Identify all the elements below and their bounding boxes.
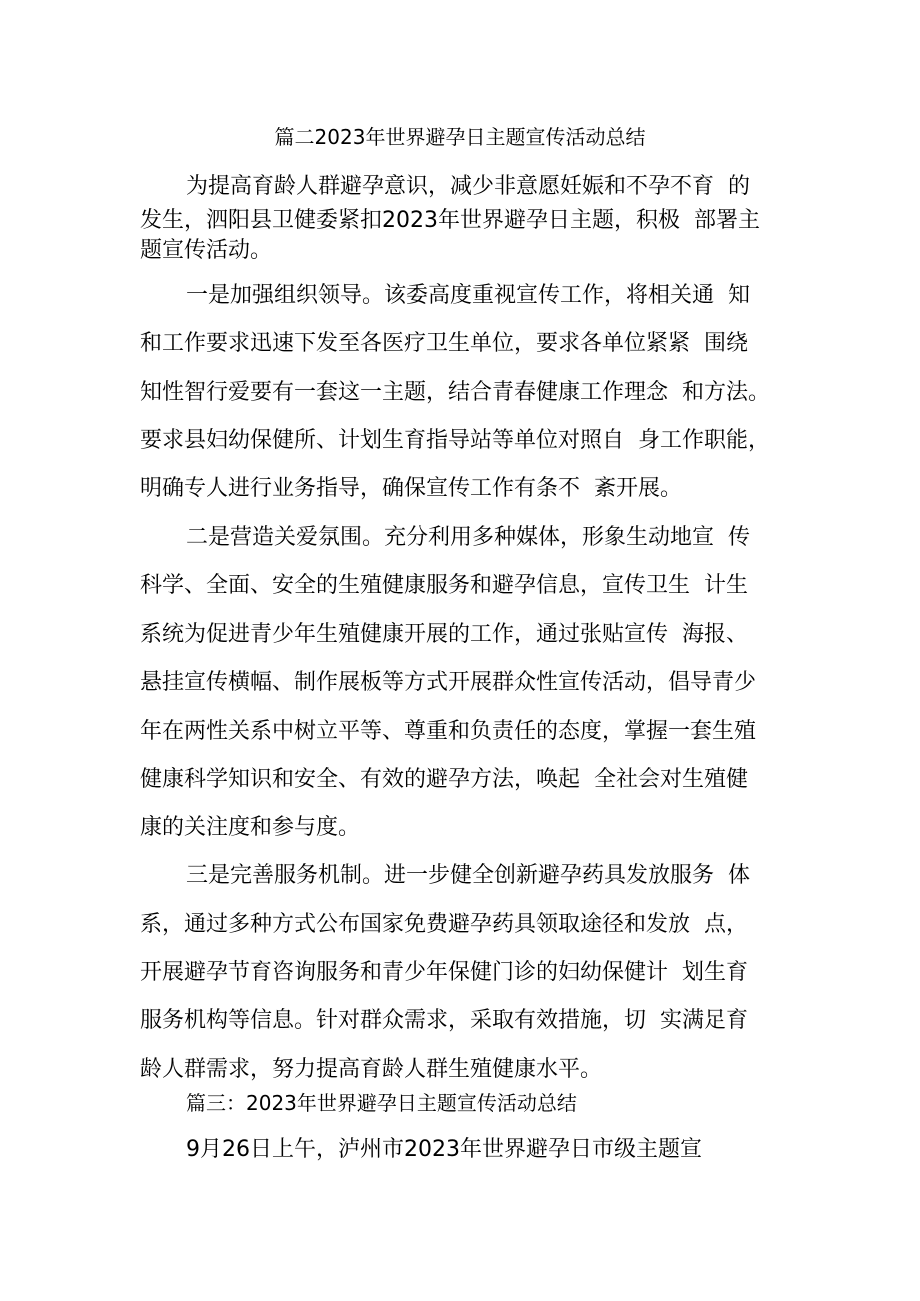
- text-line: 明确专人进行业务指导，确保宣传工作有条不 紊开展。: [140, 476, 682, 501]
- text-line: 知性智行爱要有一套这一主题，结合青春健康工作理念 和方法。: [140, 380, 770, 405]
- text-line: 龄人群需求，努力提高育龄人群生殖健康水平。: [140, 1057, 603, 1082]
- text-line: 年在两性关系中树立平等、尊重和负责任的态度，掌握一套生殖: [140, 719, 757, 744]
- text-line: 开展避孕节育咨询服务和青少年保健门诊的妇幼保健计 划生育: [140, 960, 748, 985]
- section-heading: 篇三：2023年世界避孕日主题宣传活动总结: [186, 1091, 577, 1115]
- text-line: 一是加强组织领导。该委高度重视宣传工作，将相关通 知: [186, 283, 750, 308]
- text-line: 9月26日上午，泸州市2023年世界避孕日市级主题宣: [186, 1137, 702, 1162]
- text-line: 悬挂宣传横幅、制作展板等方式开展群众性宣传活动，倡导青少: [140, 670, 757, 695]
- text-line: 系统为促进青少年生殖健康开展的工作，通过张贴宣传 海报、: [140, 622, 748, 647]
- text-line: 系，通过多种方式公布国家免费避孕药具领取途径和发放 点，: [140, 912, 748, 937]
- text-line: 服务机构等信息。针对群众需求，采取有效措施，切 实满足育: [140, 1008, 748, 1033]
- text-line: 为提高育龄人群避孕意识，减少非意愿妊娠和不孕不育 的: [186, 174, 750, 199]
- text-line: 二是营造关爱氛围。充分利用多种媒体，形象生动地宣 传: [186, 525, 750, 550]
- text-line: 题宣传活动。: [140, 238, 273, 263]
- text-line: 康的关注度和参与度。: [140, 815, 361, 840]
- text-line: 三是完善服务机制。进一步健全创新避孕药具发放服务 体: [186, 863, 750, 888]
- text-line: 发生，泗阳县卫健委紧扣2023年世界避孕日主题，积极 部署主: [140, 208, 760, 233]
- document-title: 篇二2023年世界避孕日主题宣传活动总结: [274, 125, 646, 149]
- text-line: 科学、全面、安全的生殖健康服务和避孕信息，宣传卫生 计生: [140, 573, 748, 598]
- text-line: 和工作要求迅速下发至各医疗卫生单位，要求各单位紧紧 围绕: [140, 331, 748, 356]
- text-line: 健康科学知识和安全、有效的避孕方法，唤起 全社会对生殖健: [140, 767, 748, 792]
- text-line: 要求县妇幼保健所、计划生育指导站等单位对照自 身工作职能，: [140, 428, 770, 453]
